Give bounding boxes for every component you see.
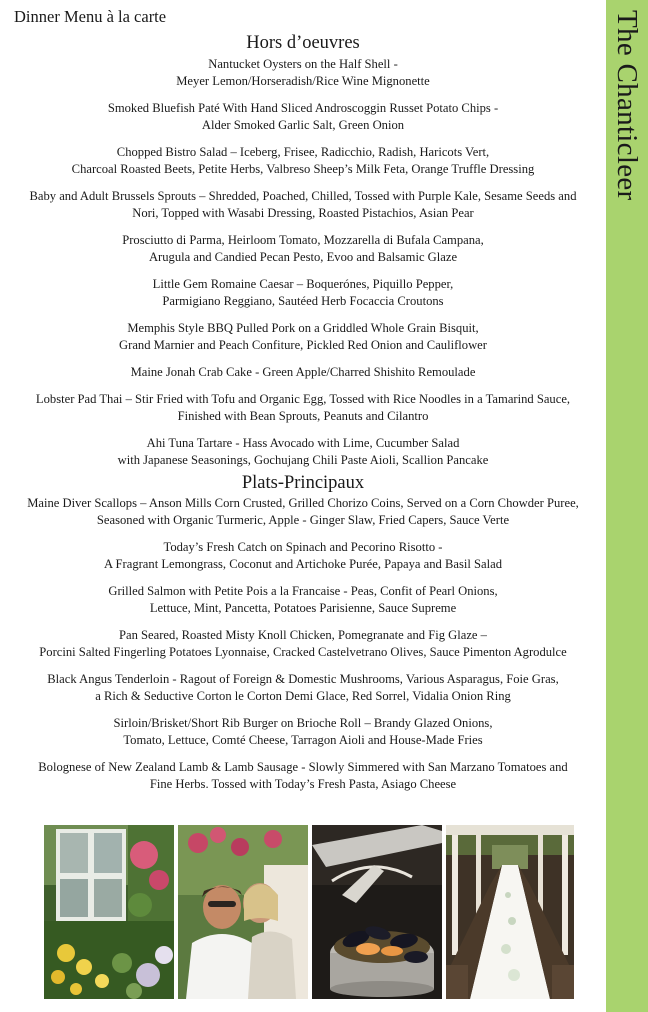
mussels-photo bbox=[312, 825, 442, 999]
menu-item-line: with Japanese Seasonings, Gochujang Chili Paste Aioli, Scallion Pancake bbox=[117, 453, 489, 467]
menu-item-line: Tomato, Lettuce, Comté Cheese, Tarragon Aioli and House-Made Fries bbox=[123, 733, 483, 747]
menu-item-line: Meyer Lemon/Horseradish/Rice Wine Mignonette bbox=[176, 74, 430, 88]
menu-item bbox=[0, 495, 606, 529]
section-heading-plats-principaux: Plats-Principaux bbox=[241, 473, 365, 493]
hors-doeuvres-list bbox=[0, 56, 606, 479]
menu-item-line: Maine Diver Scallops – Anson Mills Corn Crusted, Grilled Chorizo Coins, Served on a Corn Chowder Puree, bbox=[27, 496, 579, 510]
menu-item-line: Nantucket Oysters on the Half Shell - bbox=[208, 57, 398, 71]
menu-item-line: Fine Herbs. Tossed with Today’s Fresh Pasta, Asiago Cheese bbox=[149, 777, 457, 791]
menu-item-line: Baby and Adult Brussels Sprouts – Shredded, Poached, Chilled, Tossed with Purple Kale, Sesame Seeds and bbox=[29, 189, 577, 203]
menu-item-line: Porcini Salted Fingerling Potatoes Lyonnaise, Cracked Castelvetrano Olives, Sauce Pimenton Agrodulce bbox=[39, 645, 567, 659]
menu-item-line: Chopped Bistro Salad – Iceberg, Frisee, Radicchio, Radish, Haricots Vert, bbox=[116, 145, 490, 159]
menu-item-line: Grilled Salmon with Petite Pois a la Francaise - Peas, Confit of Pearl Onions, bbox=[108, 584, 498, 598]
menu-item-line: Grand Marnier and Peach Confiture, Pickled Red Onion and Cauliflower bbox=[119, 338, 487, 352]
menu-item bbox=[0, 583, 606, 617]
menu-item bbox=[0, 56, 606, 90]
menu-item bbox=[0, 539, 606, 573]
menu-item bbox=[0, 276, 606, 310]
menu-item-line: Sirloin/Brisket/Short Rib Burger on Brioche Roll – Brandy Glazed Onions, bbox=[113, 716, 493, 730]
menu-item bbox=[0, 671, 606, 705]
menu-item-line: Pan Seared, Roasted Misty Knoll Chicken, Pomegranate and Fig Glaze – bbox=[119, 628, 487, 642]
menu-item-line: Ahi Tuna Tartare - Hass Avocado with Lime, Cucumber Salad bbox=[146, 436, 460, 450]
garden-window-photo bbox=[44, 825, 174, 999]
menu-item-line: Little Gem Romaine Caesar – Boquerónes, Piquillo Pepper, bbox=[152, 277, 454, 291]
menu-item-line: Arugula and Candied Pecan Pesto, Evoo and Balsamic Glaze bbox=[148, 250, 458, 264]
menu-item-line: Lobster Pad Thai – Stir Fried with Tofu and Organic Egg, Tossed with Rice Noodles in a Tamarind Sauce, bbox=[35, 392, 571, 406]
menu-item-line: Alder Smoked Garlic Salt, Green Onion bbox=[201, 118, 405, 132]
menu-item-line: Smoked Bluefish Paté With Hand Sliced Androscoggin Russet Potato Chips - bbox=[107, 101, 499, 115]
menu-item bbox=[0, 435, 606, 469]
section-heading-hors-doeuvres: Hors d’oeuvres bbox=[246, 33, 360, 53]
menu-item-line: Maine Jonah Crab Cake - Green Apple/Charred Shishito Remoulade bbox=[130, 365, 476, 379]
menu-item bbox=[0, 627, 606, 661]
menu-item-line: Today’s Fresh Catch on Spinach and Pecorino Risotto - bbox=[163, 540, 443, 554]
menu-item-line: Finished with Bean Sprouts, Peanuts and Cilantro bbox=[177, 409, 429, 423]
menu-item-line: Nori, Topped with Wasabi Dressing, Roasted Pistachios, Asian Pear bbox=[132, 206, 474, 220]
menu-item-line: A Fragrant Lemongrass, Coconut and Artichoke Purée, Papaya and Basil Salad bbox=[103, 557, 502, 571]
menu-item bbox=[0, 320, 606, 354]
menu-item-line: a Rich & Seductive Corton le Corton Demi Glace, Red Sorrel, Vidalia Onion Ring bbox=[95, 689, 511, 703]
menu-item-line: Memphis Style BBQ Pulled Pork on a Griddled Whole Grain Bisquit, bbox=[127, 321, 479, 335]
menu-label: Dinner Menu à la carte bbox=[14, 7, 167, 26]
couple-photo bbox=[178, 825, 308, 999]
brand-sidebar bbox=[606, 0, 648, 1012]
photo-strip bbox=[44, 825, 574, 999]
menu-item-line: Black Angus Tenderloin - Ragout of Foreign & Domestic Mushrooms, Various Asparagus, Foie Gras, bbox=[47, 672, 559, 686]
restaurant-name: The Chanticleer bbox=[611, 10, 643, 201]
plats-principaux-list bbox=[0, 495, 606, 803]
menu-item-line: Prosciutto di Parma, Heirloom Tomato, Mozzarella di Bufala Campana, bbox=[122, 233, 484, 247]
menu-item bbox=[0, 364, 606, 381]
menu-item-line: Parmigiano Reggiano, Sautéed Herb Focaccia Croutons bbox=[162, 294, 444, 308]
menu-item-line: Seasoned with Organic Turmeric, Apple - Ginger Slaw, Fried Capers, Sauce Verte bbox=[96, 513, 510, 527]
menu-item-line: Bolognese of New Zealand Lamb & Lamb Sausage - Slowly Simmered with San Marzano Tomatoes and bbox=[38, 760, 568, 774]
menu-item bbox=[0, 759, 606, 793]
menu-item-line: Lettuce, Mint, Pancetta, Potatoes Parisienne, Sauce Supreme bbox=[149, 601, 457, 615]
menu-item bbox=[0, 188, 606, 222]
menu-item bbox=[0, 715, 606, 749]
menu-item-line: Charcoal Roasted Beets, Petite Herbs, Valbreso Sheep’s Milk Feta, Orange Truffle Dressing bbox=[71, 162, 535, 176]
menu-item bbox=[0, 144, 606, 178]
menu-item bbox=[0, 100, 606, 134]
menu-item bbox=[0, 391, 606, 425]
menu-item bbox=[0, 232, 606, 266]
dining-porch-photo bbox=[446, 825, 574, 999]
